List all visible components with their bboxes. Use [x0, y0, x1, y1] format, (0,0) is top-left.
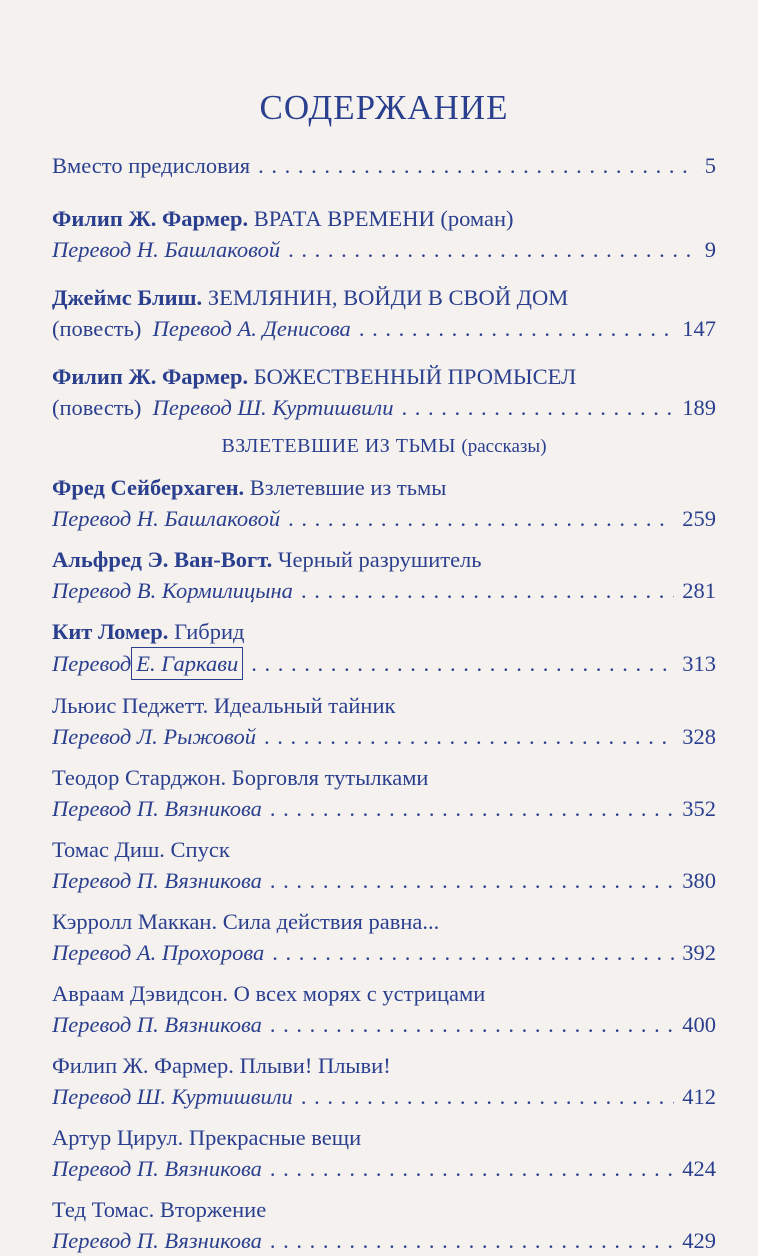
entry-author: Льюис Педжетт. [52, 693, 209, 718]
dot-leader [264, 721, 674, 752]
entry-title: Гибрид [174, 619, 245, 644]
dot-leader [288, 234, 697, 265]
page-number: 424 [682, 1156, 716, 1181]
entry-author: Кэрролл Маккан. [52, 909, 218, 934]
toc-entry-preface[interactable] [52, 150, 716, 181]
toc-entry-story[interactable] [52, 762, 716, 824]
entry-translator: Перевод В. Кормилицына [52, 578, 293, 603]
toc-entry-story[interactable] [52, 978, 716, 1040]
entry-author: Фред Сейберхаген. [52, 475, 245, 500]
toc-entry-story[interactable] [52, 1050, 716, 1112]
toc-entry-story[interactable] [52, 1194, 716, 1256]
section-heading [52, 431, 716, 462]
entry-title: ВРАТА ВРЕМЕНИ (роман) [253, 206, 514, 231]
page-number: 328 [682, 724, 716, 749]
dot-leader [359, 313, 674, 344]
entry-translator: Перевод Н. Башлаковой [52, 237, 281, 262]
dot-leader [401, 392, 674, 423]
entry-author: Кит Ломер. [52, 619, 169, 644]
section-subtitle: (рассказы) [461, 436, 547, 457]
entry-title: Черный разрушитель [277, 547, 482, 572]
dot-leader [251, 648, 674, 679]
entry-author: Теодор Старджон. [52, 765, 227, 790]
entry-translator: Перевод Ш. Куртишвили [52, 1084, 293, 1109]
entry-translator: Перевод А. Денисова [152, 316, 351, 341]
entry-title: О всех морях с устрицами [233, 981, 486, 1006]
page-number: 281 [682, 578, 716, 603]
entry-author: Филип Ж. Фармер. [52, 206, 249, 231]
toc-entry-story[interactable] [52, 834, 716, 896]
toc-entry-novel[interactable] [52, 282, 716, 344]
entry-author: Джеймс Блиш. [52, 285, 203, 310]
entry-author: Филип Ж. Фармер. [52, 364, 249, 389]
entry-title: Вторжение [159, 1197, 267, 1222]
entry-title: ЗЕМЛЯНИН, ВОЙДИ В СВОЙ ДОМ [207, 285, 569, 310]
toc-entry-story[interactable] [52, 472, 716, 534]
entry-translator: Перевод А. Прохорова [52, 940, 265, 965]
page-number: 429 [682, 1228, 716, 1253]
page-number: 147 [682, 316, 716, 341]
entry-title: Взлетевшие из тьмы [249, 475, 447, 500]
entry-title: Вместо предисловия [52, 153, 251, 178]
dot-leader [272, 937, 674, 968]
dot-leader [270, 1009, 674, 1040]
entry-translator: Перевод П. Вязникова [52, 1228, 262, 1253]
entry-translator: Перевод Н. Башлаковой [52, 506, 281, 531]
entry-genre: (повесть) [52, 316, 142, 341]
entry-translator: Перевод Л. Рыжовой [52, 724, 256, 749]
page-number: 392 [682, 940, 716, 965]
translator-boxed-name: Е. Гаркави [131, 647, 243, 680]
dot-leader [288, 503, 674, 534]
page-number: 352 [682, 796, 716, 821]
page-number: 313 [682, 651, 716, 676]
entry-translator: Перевод П. Вязникова [52, 1012, 262, 1037]
page-number: 400 [682, 1012, 716, 1037]
entry-translator: Перевод П. Вязникова [52, 868, 262, 893]
entry-author: Тед Томас. [52, 1197, 155, 1222]
dot-leader [301, 575, 674, 606]
page-title: СОДЕРЖАНИЕ [259, 88, 509, 127]
dot-leader [258, 150, 697, 181]
toc-entry-story[interactable] [52, 906, 716, 968]
page-number: 9 [704, 237, 716, 262]
toc-entry-story[interactable] [52, 1122, 716, 1184]
dot-leader [270, 1153, 674, 1184]
dot-leader [270, 865, 674, 896]
toc-entry-novel[interactable] [52, 361, 716, 423]
page-number: 189 [682, 395, 716, 420]
toc-list [52, 150, 716, 1256]
entry-author: Авраам Дэвидсон. [52, 981, 228, 1006]
entry-title: БОЖЕСТВЕННЫЙ ПРОМЫСЕЛ [253, 364, 577, 389]
dot-leader [270, 793, 674, 824]
page-number: 412 [682, 1084, 716, 1109]
entry-title: Спуск [170, 837, 230, 862]
dot-leader [270, 1225, 674, 1256]
toc-entry-story[interactable] [52, 690, 716, 752]
entry-genre: (повесть) [52, 395, 142, 420]
toc-entry-story[interactable] [52, 616, 716, 680]
section-title: ВЗЛЕТЕВШИЕ ИЗ ТЬМЫ [221, 435, 456, 457]
entry-translator-prefix: Перевод [52, 651, 132, 676]
page-number: 380 [682, 868, 716, 893]
toc-entry-novel[interactable] [52, 203, 716, 265]
entry-title: Борговля тутылками [231, 765, 429, 790]
entry-title: Идеальный тайник [213, 693, 396, 718]
entry-translator: Перевод П. Вязникова [52, 796, 262, 821]
entry-title: Прекрасные вещи [188, 1125, 362, 1150]
page-number: 259 [682, 506, 716, 531]
entry-author: Филип Ж. Фармер. [52, 1053, 234, 1078]
entry-author: Артур Цирул. [52, 1125, 184, 1150]
entry-author: Томас Диш. [52, 837, 165, 862]
page-number: 5 [704, 153, 716, 178]
dot-leader [301, 1081, 674, 1112]
toc-entry-story[interactable] [52, 544, 716, 606]
entry-title: Плыви! Плыви! [239, 1053, 391, 1078]
entry-title: Сила действия равна... [222, 909, 440, 934]
entry-translator: Перевод Ш. Куртишвили [152, 395, 394, 420]
entry-translator: Перевод П. Вязникова [52, 1156, 262, 1181]
entry-author: Альфред Э. Ван-Вогт. [52, 547, 273, 572]
